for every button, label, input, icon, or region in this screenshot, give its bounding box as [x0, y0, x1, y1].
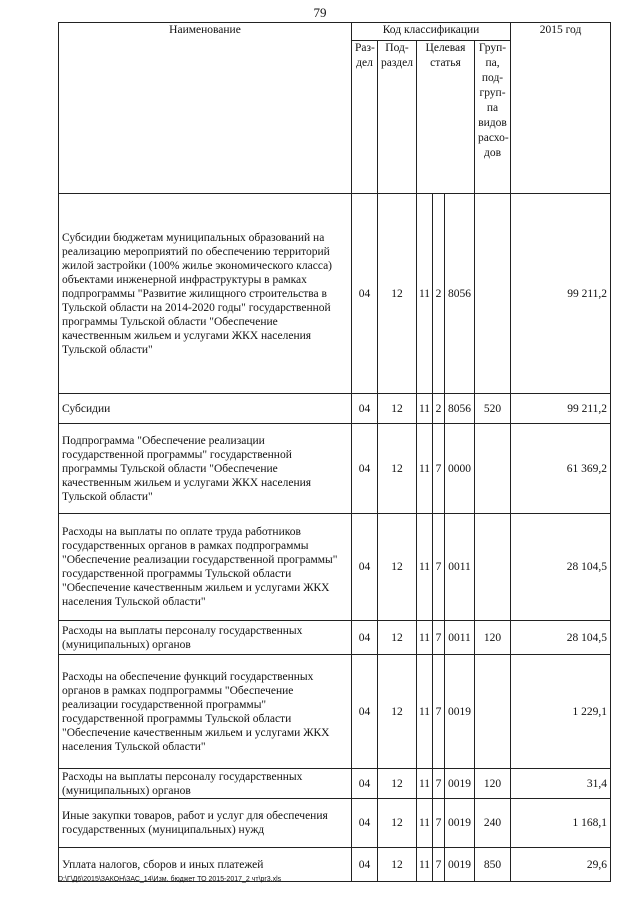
row-target-program: 11: [417, 769, 433, 799]
row-target-code: 0019: [445, 769, 475, 799]
row-amount: 29,6: [511, 848, 611, 882]
row-section: 04: [352, 194, 378, 394]
row-target-subprogram: 7: [433, 424, 445, 514]
header-group: Груп- па, под- груп- па видов расхо- дов: [475, 41, 511, 194]
row-target-code: 0019: [445, 848, 475, 882]
row-target-program: 11: [417, 621, 433, 655]
row-expense-group: [475, 194, 511, 394]
row-amount: 28 104,5: [511, 621, 611, 655]
row-name: Расходы на выплаты по оплате труда работников государственных органов в рамках подпрограммы "Обеспечение реализации государственной программы" государственной программы Тульской области "Обеспечение качественным жильем и услугами ЖКХ населения Тульской области": [59, 514, 352, 621]
table-row: [59, 394, 611, 424]
row-target-program: 11: [417, 799, 433, 848]
header-year: 2015 год: [511, 23, 611, 194]
row-section: 04: [352, 655, 378, 769]
row-section: 04: [352, 514, 378, 621]
row-subsection: 12: [378, 655, 417, 769]
header-name: Наименование: [59, 23, 352, 194]
row-section: 04: [352, 394, 378, 424]
row-target-code: 0011: [445, 514, 475, 621]
row-expense-group: 850: [475, 848, 511, 882]
row-expense-group: 520: [475, 394, 511, 424]
table-row: [59, 769, 611, 799]
row-amount: 28 104,5: [511, 514, 611, 621]
row-amount: 1 168,1: [511, 799, 611, 848]
row-target-program: 11: [417, 655, 433, 769]
row-target-code: 0000: [445, 424, 475, 514]
row-subsection: 12: [378, 394, 417, 424]
row-expense-group: [475, 514, 511, 621]
row-subsection: 12: [378, 424, 417, 514]
row-target-code: 0019: [445, 799, 475, 848]
row-section: 04: [352, 848, 378, 882]
table-row: [59, 799, 611, 848]
row-expense-group: 120: [475, 621, 511, 655]
row-target-program: 11: [417, 514, 433, 621]
row-subsection: 12: [378, 799, 417, 848]
row-subsection: 12: [378, 514, 417, 621]
row-target-subprogram: 7: [433, 621, 445, 655]
row-expense-group: 120: [475, 769, 511, 799]
table-row: [59, 194, 611, 394]
row-subsection: 12: [378, 848, 417, 882]
row-amount: 31,4: [511, 769, 611, 799]
row-name: Иные закупки товаров, работ и услуг для обеспечения государственных (муниципальных) нужд: [59, 799, 352, 848]
row-section: 04: [352, 799, 378, 848]
row-expense-group: [475, 424, 511, 514]
row-section: 04: [352, 769, 378, 799]
row-name: Уплата налогов, сборов и иных платежей: [59, 848, 352, 882]
table-row: [59, 514, 611, 621]
row-target-code: 8056: [445, 394, 475, 424]
row-target-code: 0019: [445, 655, 475, 769]
row-target-subprogram: 7: [433, 655, 445, 769]
row-expense-group: [475, 655, 511, 769]
row-name: Расходы на обеспечение функций государственных органов в рамках подпрограммы "Обеспечение реализации государственной программы" государственной программы Тульской области "Обеспечение качественным жильем и услугами ЖКХ населения Тульской области": [59, 655, 352, 769]
row-name: Субсидии: [59, 394, 352, 424]
row-target-program: 11: [417, 394, 433, 424]
row-target-program: 11: [417, 194, 433, 394]
file-path-footer: D:\Г\Д6\2015\ЗАКОН\ЗАС_14\Изм. бюджет ТО 2015-2017_2 чт\pr3.xls: [58, 876, 282, 883]
row-target-program: 11: [417, 848, 433, 882]
row-subsection: 12: [378, 769, 417, 799]
row-target-program: 11: [417, 424, 433, 514]
row-target-code: 0011: [445, 621, 475, 655]
row-subsection: 12: [378, 194, 417, 394]
header-code: Код классификации: [352, 23, 511, 41]
row-name: Расходы на выплаты персоналу государственных (муниципальных) органов: [59, 621, 352, 655]
row-target-code: 8056: [445, 194, 475, 394]
row-section: 04: [352, 424, 378, 514]
row-target-subprogram: 7: [433, 514, 445, 621]
header-section: Раз- дел: [352, 41, 378, 194]
row-target-subprogram: 7: [433, 848, 445, 882]
row-target-subprogram: 7: [433, 769, 445, 799]
header-row: [59, 23, 611, 41]
row-expense-group: 240: [475, 799, 511, 848]
budget-table: [58, 22, 611, 882]
header-subsection: Под- раздел: [378, 41, 417, 194]
row-amount: 1 229,1: [511, 655, 611, 769]
page-number: 79: [313, 5, 327, 20]
row-target-subprogram: 2: [433, 194, 445, 394]
row-amount: 61 369,2: [511, 424, 611, 514]
row-name: Субсидии бюджетам муниципальных образований на реализацию мероприятий по обеспечению территорий жилой застройки (100% жилье экономического класса) объектами инженерной инфраструктуры в рамках подпрограммы "Развитие жилищного строительства в Тульской области на 2014-2020 годы" государственной программы Тульской области "Обеспечение качественным жильем и услугами ЖКХ населения Тульской области": [59, 194, 352, 394]
table-row: [59, 621, 611, 655]
row-section: 04: [352, 621, 378, 655]
row-subsection: 12: [378, 621, 417, 655]
row-name: Подпрограмма "Обеспечение реализации государственной программы" государственной программы Тульской области "Обеспечение качественным жильем и услугами ЖКХ населения Тульской области": [59, 424, 352, 514]
row-target-subprogram: 7: [433, 799, 445, 848]
row-amount: 99 211,2: [511, 394, 611, 424]
row-name: Расходы на выплаты персоналу государственных (муниципальных) органов: [59, 769, 352, 799]
table-row: [59, 424, 611, 514]
table-row: [59, 655, 611, 769]
row-target-subprogram: 2: [433, 394, 445, 424]
row-amount: 99 211,2: [511, 194, 611, 394]
header-target: Целевая статья: [417, 41, 475, 194]
